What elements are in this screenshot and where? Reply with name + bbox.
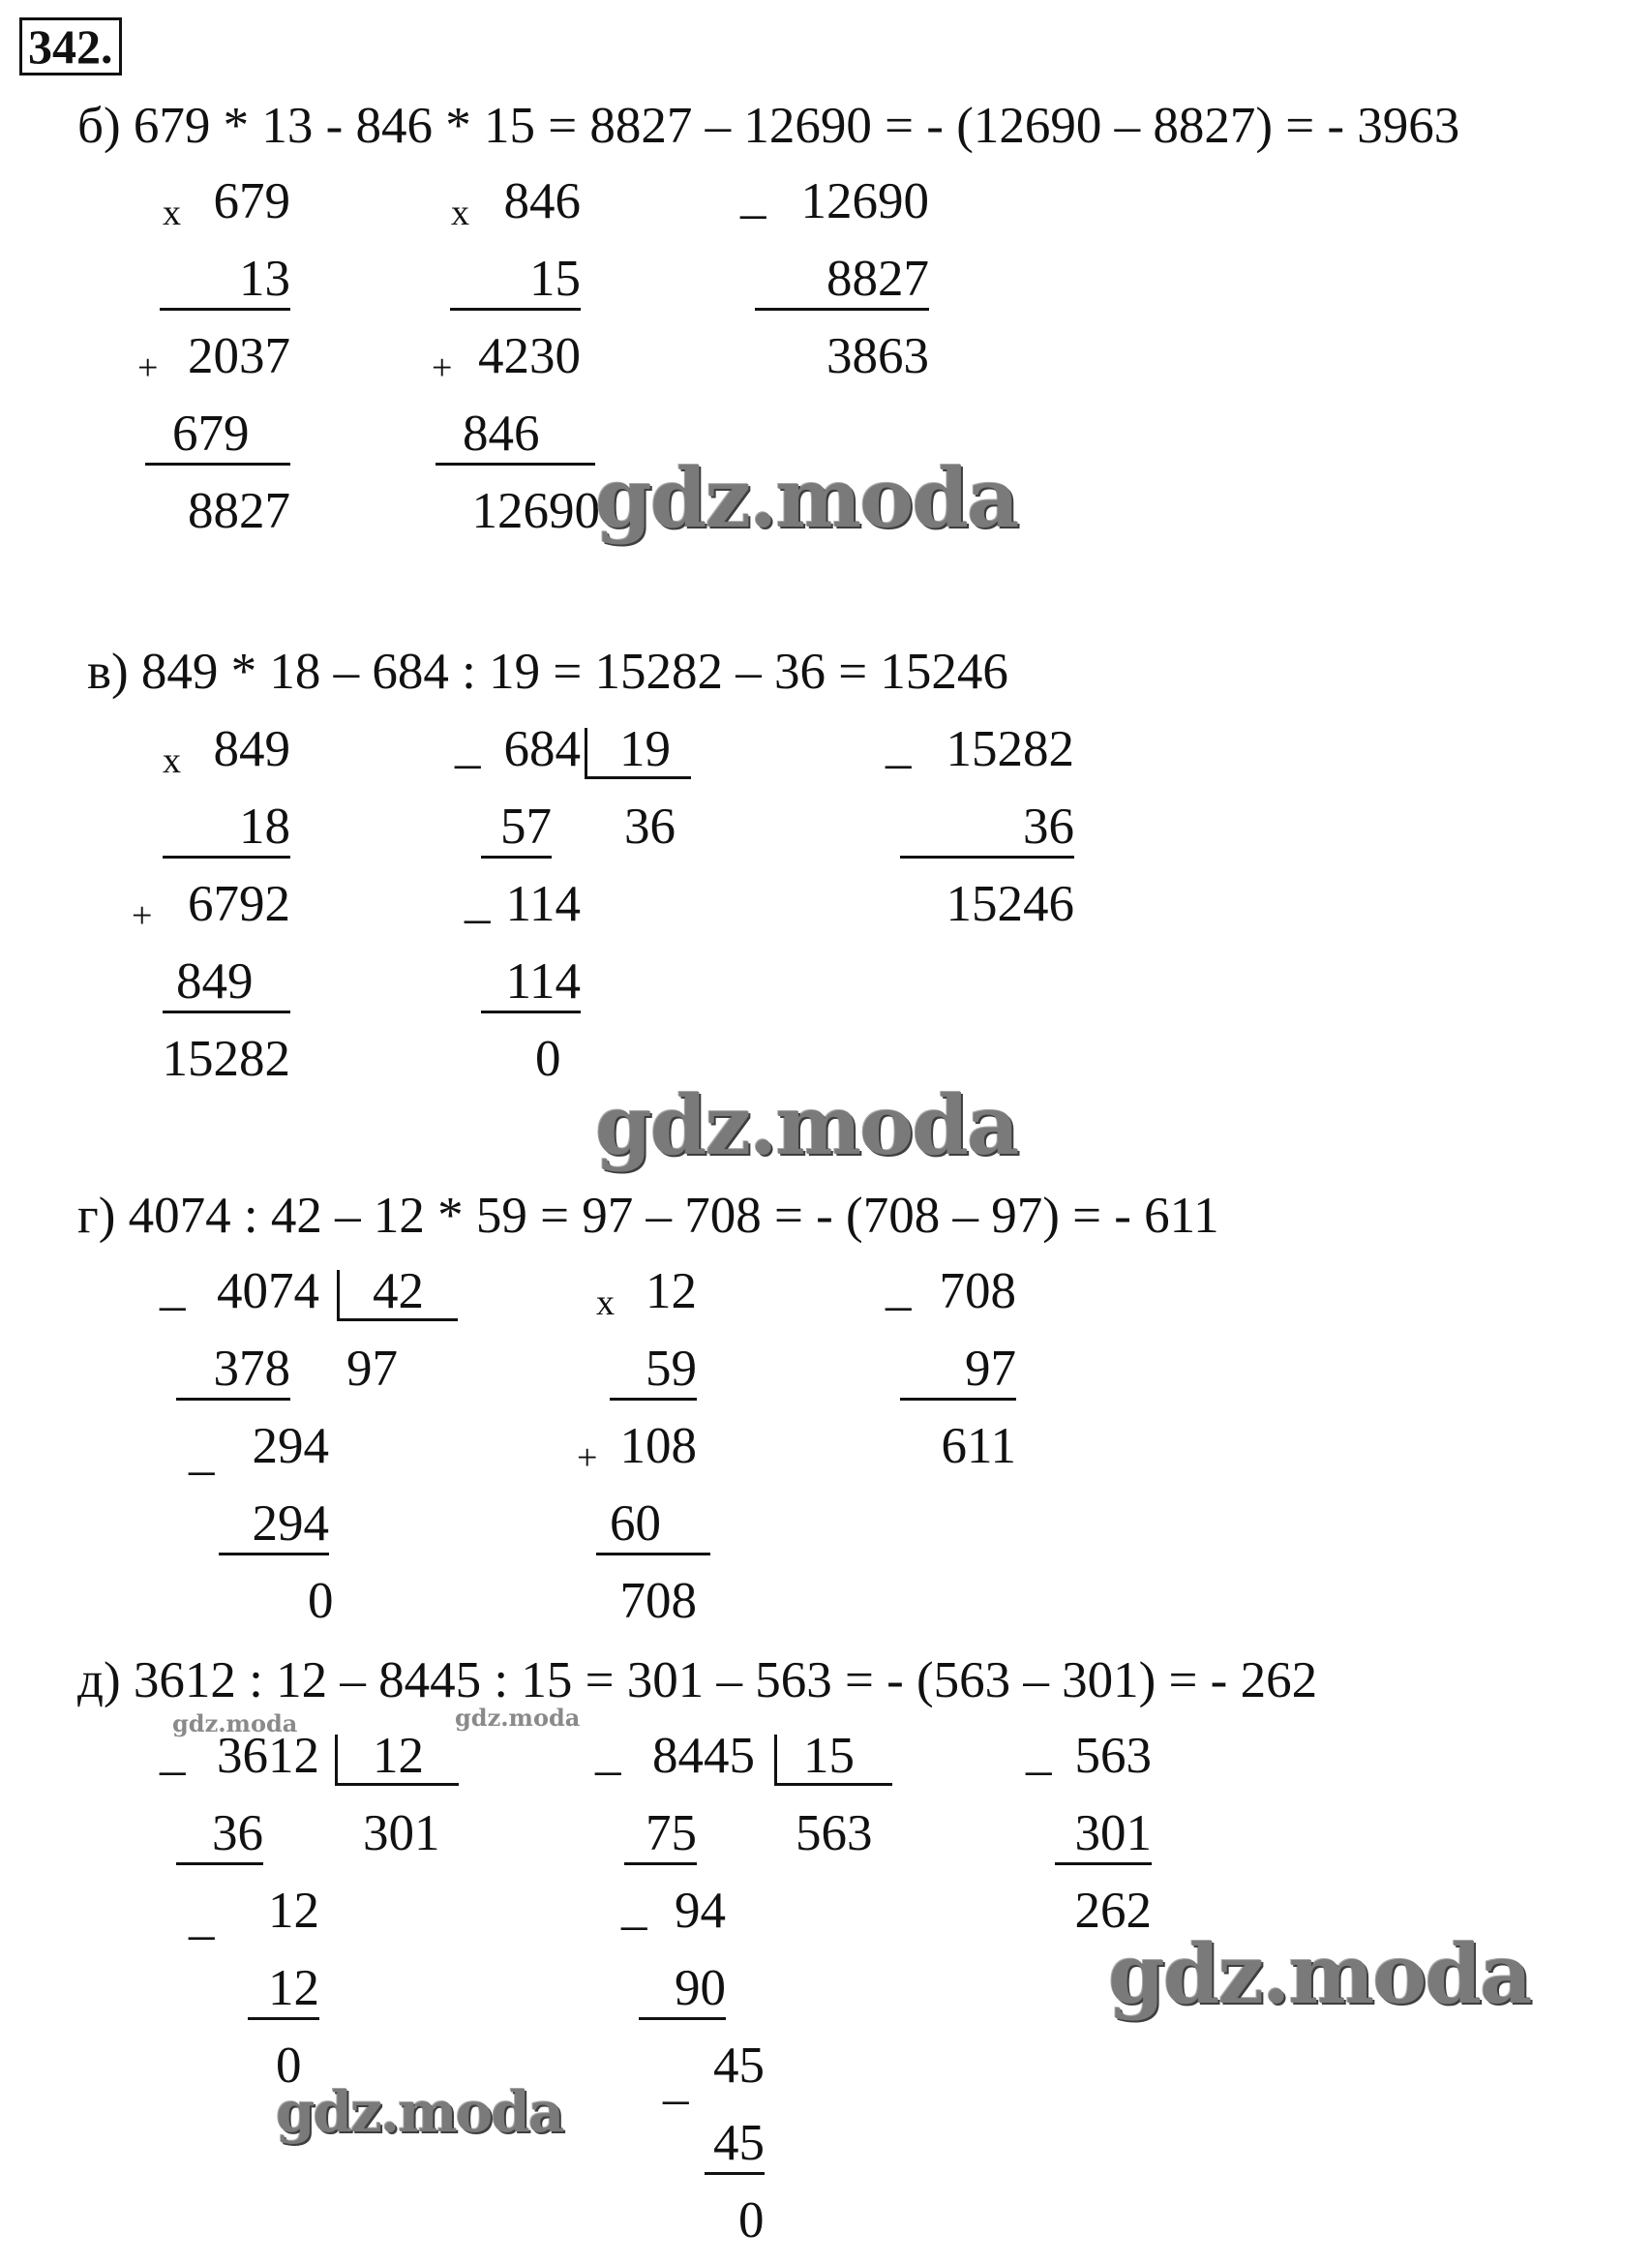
- watermark: gdz.moda: [595, 1077, 1018, 1173]
- watermark: gdz.moda: [455, 1704, 581, 1732]
- underline: [481, 1011, 581, 1013]
- watermark: gdz.moda: [1108, 1926, 1531, 2022]
- product: 15282: [162, 1031, 290, 1087]
- division-bar: [585, 728, 587, 776]
- subtract-1: 378: [213, 1341, 290, 1397]
- underline: [163, 856, 290, 859]
- underline: [436, 463, 595, 466]
- division-bar: [774, 1735, 777, 1783]
- underline: [624, 1862, 697, 1865]
- underline: [705, 2172, 765, 2175]
- dividend: 8445: [652, 1728, 755, 1784]
- division-bar: [337, 1270, 340, 1318]
- underline: [1055, 1862, 1152, 1865]
- subtrahend: 301: [1074, 1805, 1152, 1861]
- partial-1: 2037: [188, 328, 290, 384]
- underline: [900, 1398, 1016, 1401]
- remainder: 0: [276, 2038, 302, 2094]
- divisor-underline: [337, 1318, 458, 1321]
- product: 708: [619, 1573, 697, 1629]
- equation-g: г) 4074 : 42 – 12 * 59 = 97 – 708 = - (708 – 97) = - 611: [77, 1188, 1219, 1244]
- minus-sign: _: [740, 167, 766, 224]
- equation-d: д) 3612 : 12 – 8445 : 15 = 301 – 563 = - (563 – 301) = - 262: [77, 1652, 1318, 1708]
- underline: [755, 308, 929, 311]
- divisor: 42: [373, 1263, 424, 1319]
- multiply-sign: x: [451, 193, 469, 233]
- plus-sign: +: [577, 1437, 598, 1478]
- factor-b: 13: [239, 251, 290, 307]
- divisor: 19: [619, 721, 671, 777]
- remainder: 0: [308, 1573, 334, 1629]
- quotient: 97: [346, 1341, 398, 1397]
- remainder-1: 94: [675, 1883, 726, 1939]
- underline: [219, 1553, 329, 1555]
- underline: [610, 1398, 697, 1401]
- subtrahend: 36: [1023, 799, 1074, 855]
- factor-a: 679: [213, 173, 290, 229]
- dividend: 4074: [217, 1263, 319, 1319]
- factor-b: 18: [239, 799, 290, 855]
- difference: 3863: [826, 328, 929, 384]
- underline: [163, 1011, 290, 1013]
- equation-v: в) 849 * 18 – 684 : 19 = 15282 – 36 = 15246: [87, 644, 1008, 700]
- equation-b: б) 679 * 13 - 846 * 15 = 8827 – 12690 = - (12690 – 8827) = - 3963: [77, 98, 1460, 154]
- multiply-sign: x: [596, 1283, 615, 1323]
- partial-1: 6792: [188, 876, 290, 932]
- factor-b: 15: [529, 251, 581, 307]
- partial-1: 108: [619, 1418, 697, 1474]
- plus-sign: +: [132, 895, 153, 936]
- problem-number: 342.: [19, 17, 122, 75]
- subtrahend: 97: [965, 1341, 1016, 1397]
- minuend: 563: [1074, 1728, 1152, 1784]
- partial-1: 4230: [478, 328, 581, 384]
- underline: [176, 1862, 263, 1865]
- minus-sign: _: [465, 872, 491, 928]
- remainder-2: 45: [713, 2038, 765, 2094]
- quotient: 301: [363, 1805, 440, 1861]
- divisor-underline: [585, 776, 691, 779]
- subtract-1: 36: [212, 1805, 263, 1861]
- dividend: 3612: [217, 1728, 319, 1784]
- divisor: 15: [803, 1728, 855, 1784]
- minus-sign: _: [189, 1424, 215, 1480]
- factor-a: 12: [646, 1263, 697, 1319]
- plus-sign: +: [137, 347, 159, 388]
- partial-2: 849: [176, 953, 254, 1010]
- underline: [145, 463, 290, 466]
- divisor-underline: [774, 1783, 892, 1786]
- minuend: 12690: [800, 173, 929, 229]
- underline: [176, 1398, 290, 1401]
- subtract-1: 75: [646, 1805, 697, 1861]
- subtract-2: 12: [268, 1960, 319, 2016]
- underline: [639, 2017, 726, 2020]
- minus-sign: _: [886, 717, 912, 773]
- underline: [450, 308, 581, 311]
- dividend: 684: [503, 721, 581, 777]
- factor-b: 59: [646, 1341, 697, 1397]
- minus-sign: _: [595, 1724, 621, 1780]
- underline: [481, 856, 552, 859]
- minus-sign: _: [455, 717, 481, 773]
- subtract-1: 57: [500, 799, 552, 855]
- quotient: 563: [796, 1805, 873, 1861]
- minus-sign: _: [160, 1259, 186, 1315]
- divisor: 12: [373, 1728, 424, 1784]
- plus-sign: +: [432, 347, 453, 388]
- product: 8827: [188, 483, 290, 539]
- partial-2: 679: [172, 406, 250, 462]
- underline: [596, 1553, 710, 1555]
- product: 12690: [471, 483, 600, 539]
- watermark: gdz.moda: [595, 450, 1018, 546]
- difference: 15246: [946, 876, 1074, 932]
- partial-2: 846: [463, 406, 540, 462]
- underline: [248, 2017, 319, 2020]
- partial-2: 60: [610, 1495, 661, 1552]
- divisor-underline: [335, 1783, 459, 1786]
- factor-a: 849: [213, 721, 290, 777]
- underline: [160, 308, 290, 311]
- subtract-2: 114: [505, 953, 581, 1010]
- minuend: 15282: [946, 721, 1074, 777]
- watermark: gdz.moda: [276, 2079, 563, 2145]
- watermark: gdz.moda: [172, 1709, 298, 1737]
- multiply-sign: x: [163, 740, 181, 781]
- division-bar: [335, 1735, 338, 1783]
- minus-sign: _: [160, 1724, 186, 1780]
- minuend: 708: [939, 1263, 1016, 1319]
- multiply-sign: x: [163, 193, 181, 233]
- factor-a: 846: [503, 173, 581, 229]
- minus-sign: _: [189, 1888, 215, 1945]
- subtract-2: 90: [675, 1960, 726, 2016]
- subtract-3: 45: [713, 2115, 765, 2171]
- subtrahend: 8827: [826, 251, 929, 307]
- quotient: 36: [624, 799, 676, 855]
- minus-sign: _: [663, 2053, 689, 2109]
- difference: 611: [941, 1418, 1016, 1474]
- subtract-2: 294: [252, 1495, 329, 1552]
- minus-sign: _: [621, 1879, 647, 1935]
- remainder-1: 294: [252, 1418, 329, 1474]
- minus-sign: _: [1026, 1724, 1052, 1780]
- remainder: 0: [535, 1031, 561, 1087]
- remainder: 0: [738, 2192, 765, 2249]
- minus-sign: _: [886, 1259, 912, 1315]
- remainder-1: 12: [268, 1883, 319, 1939]
- underline: [900, 856, 1074, 859]
- difference: 262: [1074, 1883, 1152, 1939]
- remainder-1: 114: [505, 876, 581, 932]
